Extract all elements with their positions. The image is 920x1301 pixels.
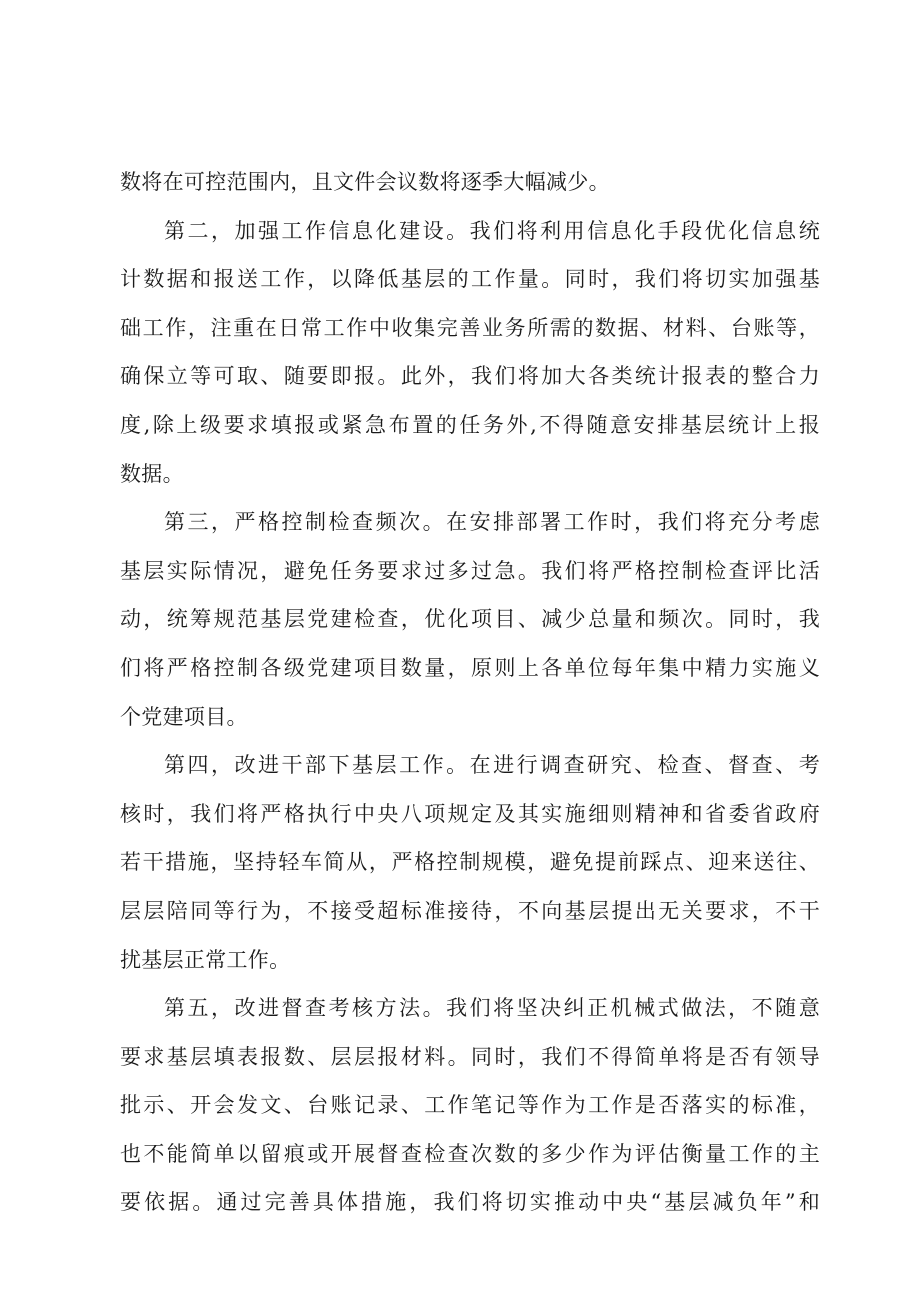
paragraph-third-point bbox=[120, 498, 820, 741]
text-line: 扰基层正常工作。 bbox=[120, 947, 291, 972]
text-line: 确保立等可取、随要即报。此外，我们将加大各类统计报表的整合力 bbox=[120, 364, 820, 389]
text-line: 要求基层填表报数、层层报材料。同时，我们不得简单将是否有领导 bbox=[120, 1044, 820, 1069]
paragraph-continuation bbox=[120, 158, 820, 207]
text-line: 动，统筹规范基层党建检查，优化项目、减少总量和频次。同时，我 bbox=[120, 607, 820, 632]
text-line: 第四，改进干部下基层工作。在进行调查研究、检查、督查、考 bbox=[164, 753, 820, 778]
text-line: 第三，严格控制检查频次。在安排部署工作时，我们将充分考虑 bbox=[164, 510, 820, 535]
text-line: 个党建项目。 bbox=[120, 704, 248, 729]
text-line: 数将在可控范围内，且文件会议数将逐季大幅减少。 bbox=[120, 170, 610, 194]
document-page bbox=[120, 158, 820, 1227]
text-line: 计数据和报送工作，以降低基层的工作量。同时，我们将切实加强基 bbox=[120, 267, 820, 292]
text-line: 础工作，注重在日常工作中收集完善业务所需的数据、材料、台账等， bbox=[120, 315, 820, 340]
text-line: 层层陪同等行为，不接受超标准接待，不向基层提出无关要求，不干 bbox=[120, 898, 820, 923]
text-line: 第二，加强工作信息化建设。我们将利用信息化手段优化信息统 bbox=[164, 218, 820, 243]
text-line: 度,除上级要求填报或紧急布置的任务外,不得随意安排基层统计上报 bbox=[120, 412, 820, 437]
paragraph-fourth-point bbox=[120, 741, 820, 984]
paragraph-fifth-point bbox=[120, 984, 820, 1227]
text-line: 核时，我们将严格执行中央八项规定及其实施细则精神和省委省政府 bbox=[120, 801, 820, 826]
text-line: 基层实际情况，避免任务要求过多过急。我们将严格控制检查评比活 bbox=[120, 558, 820, 583]
text-line: 要依据。通过完善具体措施，我们将切实推动中央“基层减负年”和 bbox=[120, 1190, 820, 1215]
text-line: 第五，改进督查考核方法。我们将坚决纠正机械式做法，不随意 bbox=[164, 996, 820, 1021]
text-line: 也不能简单以留痕或开展督查检查次数的多少作为评估衡量工作的主 bbox=[120, 1141, 820, 1166]
text-line: 们将严格控制各级党建项目数量，原则上各单位每年集中精力实施义 bbox=[120, 655, 820, 680]
text-line: 数据。 bbox=[120, 461, 184, 486]
text-line: 批示、开会发文、台账记录、工作笔记等作为工作是否落实的标准， bbox=[120, 1093, 820, 1118]
text-line: 若干措施，坚持轻车简从，严格控制规模，避免提前踩点、迎来送往、 bbox=[120, 850, 820, 875]
paragraph-second-point bbox=[120, 207, 820, 499]
